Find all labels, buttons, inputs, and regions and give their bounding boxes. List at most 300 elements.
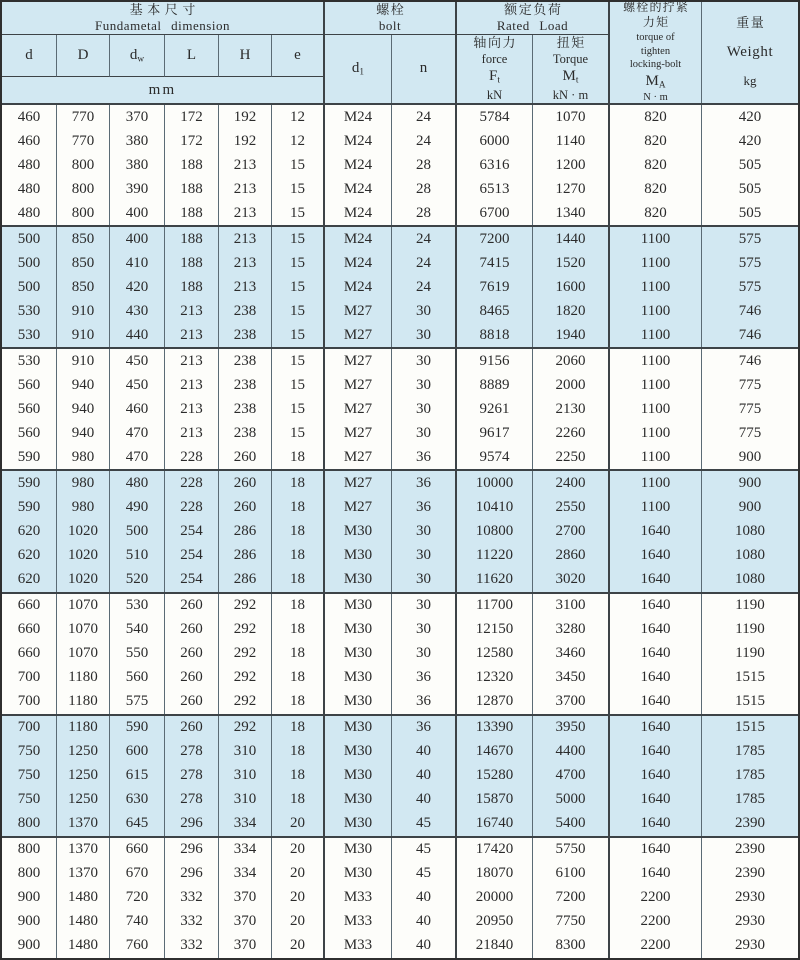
table-cell: 1785 xyxy=(735,767,765,784)
table-cell: 480 xyxy=(110,471,165,495)
table-cell: 420 xyxy=(738,132,762,149)
table-cell: 1640 xyxy=(610,812,702,836)
table-row xyxy=(2,568,798,592)
table-cell: 296 xyxy=(165,862,219,886)
table-cell: 188 xyxy=(165,227,219,251)
table-row xyxy=(2,227,798,251)
table-row xyxy=(2,519,798,543)
table-cell: 660 xyxy=(2,642,57,666)
table-cell: 370 xyxy=(110,105,165,129)
table-cell: 12320 xyxy=(457,666,533,690)
header-bolt-zh: 螺栓 xyxy=(376,1,406,17)
table-cell: M30 xyxy=(325,642,392,666)
table-row xyxy=(2,618,798,642)
table-cell: M24 xyxy=(325,227,392,251)
table-cell: 278 xyxy=(165,788,219,812)
table-cell: 390 xyxy=(110,177,165,201)
col-d1: $d_1$ xyxy=(325,35,392,103)
table-cell: 460 xyxy=(110,397,165,421)
table-row xyxy=(2,129,798,153)
header-locking-torque xyxy=(610,2,702,103)
table-cell: 238 xyxy=(219,397,272,421)
table-cell: 1100 xyxy=(610,495,702,519)
header-rated-load-en: Rated Load xyxy=(496,18,569,33)
header-rated-load xyxy=(457,2,610,35)
table-cell: 3100 xyxy=(533,594,610,618)
table-cell: 590 xyxy=(2,471,57,495)
table-cell: 530 xyxy=(110,594,165,618)
table-cell: 1100 xyxy=(610,299,702,323)
table-cell: 15 xyxy=(272,349,325,373)
table-row xyxy=(2,594,798,618)
table-cell: 2390 xyxy=(735,815,765,832)
table-cell: 450 xyxy=(110,373,165,397)
table-cell: 900 xyxy=(2,934,57,958)
table-cell: 1180 xyxy=(57,716,110,740)
table-cell: M24 xyxy=(325,201,392,225)
table-cell: M27 xyxy=(325,445,392,469)
table-cell: 460 xyxy=(2,105,57,129)
table-cell: 1250 xyxy=(57,764,110,788)
table-cell: 1640 xyxy=(610,838,702,862)
table-header xyxy=(2,2,798,105)
table-cell: 40 xyxy=(392,788,457,812)
table-cell: 188 xyxy=(165,153,219,177)
table-cell: M30 xyxy=(325,544,392,568)
table-cell: 1100 xyxy=(610,373,702,397)
row-group xyxy=(2,714,798,836)
table-cell: 18 xyxy=(272,495,325,519)
table-cell: M30 xyxy=(325,690,392,714)
table-cell: 30 xyxy=(392,323,457,347)
table-cell: 213 xyxy=(165,421,219,445)
table-cell: 334 xyxy=(219,838,272,862)
table-cell: 470 xyxy=(110,421,165,445)
table-cell: M24 xyxy=(325,105,392,129)
table-cell: 10000 xyxy=(457,471,533,495)
table-cell: 5000 xyxy=(533,788,610,812)
table-cell: 820 xyxy=(610,105,702,129)
table-cell: 28 xyxy=(392,177,457,201)
table-cell: 750 xyxy=(2,788,57,812)
table-cell: 36 xyxy=(392,690,457,714)
table-cell: 228 xyxy=(165,445,219,469)
table-cell: 8465 xyxy=(457,299,533,323)
table-cell: 1190 xyxy=(735,645,765,662)
table-cell: 3450 xyxy=(533,666,610,690)
table-cell: 4700 xyxy=(533,764,610,788)
table-cell: 370 xyxy=(219,910,272,934)
table-cell: 16740 xyxy=(457,812,533,836)
table-cell: 775 xyxy=(738,400,762,417)
col-axial-force: 轴向力 force $F_t$ kN xyxy=(457,35,533,103)
table-cell: 530 xyxy=(2,299,57,323)
header-bolt-en: bolt xyxy=(378,18,402,33)
table-cell: 8889 xyxy=(457,373,533,397)
table-cell: 292 xyxy=(219,666,272,690)
table-cell: 490 xyxy=(110,495,165,519)
table-cell: 20 xyxy=(272,812,325,836)
table-cell: 590 xyxy=(2,495,57,519)
table-cell: 770 xyxy=(57,129,110,153)
table-cell: 750 xyxy=(2,740,57,764)
table-cell: M30 xyxy=(325,740,392,764)
table-cell: 7750 xyxy=(533,910,610,934)
table-row xyxy=(2,642,798,666)
table-cell: 2930 xyxy=(735,913,765,930)
table-cell: 12 xyxy=(272,129,325,153)
table-cell: M24 xyxy=(325,129,392,153)
table-cell: 530 xyxy=(2,323,57,347)
table-cell: 1180 xyxy=(57,666,110,690)
table-cell: 213 xyxy=(219,251,272,275)
table-cell: 450 xyxy=(110,349,165,373)
table-cell: 14670 xyxy=(457,740,533,764)
table-cell: 6700 xyxy=(457,201,533,225)
table-cell: 2400 xyxy=(533,471,610,495)
header-locking-symbol: $M_A$ xyxy=(645,72,666,91)
table-cell: 800 xyxy=(57,153,110,177)
table-cell: 520 xyxy=(110,568,165,592)
table-cell: 720 xyxy=(110,886,165,910)
table-cell: 420 xyxy=(110,275,165,299)
table-cell: 9261 xyxy=(457,397,533,421)
table-cell: 20 xyxy=(272,934,325,958)
table-cell: 480 xyxy=(2,201,57,225)
table-cell: 700 xyxy=(2,716,57,740)
table-cell: 40 xyxy=(392,764,457,788)
table-cell: 310 xyxy=(219,764,272,788)
table-cell: M33 xyxy=(325,886,392,910)
table-cell: 480 xyxy=(2,177,57,201)
table-cell: 500 xyxy=(110,519,165,543)
table-cell: 18 xyxy=(272,642,325,666)
header-locking-unit: N · m xyxy=(643,92,668,104)
table-cell: 1480 xyxy=(57,934,110,958)
table-cell: M24 xyxy=(325,177,392,201)
table-cell: 260 xyxy=(165,618,219,642)
table-cell: 238 xyxy=(219,299,272,323)
table-cell: 6513 xyxy=(457,177,533,201)
table-cell: 2130 xyxy=(533,397,610,421)
table-cell: 746 xyxy=(738,352,762,369)
table-cell: 620 xyxy=(2,544,57,568)
header-bolt xyxy=(325,2,457,35)
table-cell: 11620 xyxy=(457,568,533,592)
table-cell: 505 xyxy=(738,156,762,173)
table-cell: 18 xyxy=(272,519,325,543)
table-row xyxy=(2,373,798,397)
table-row xyxy=(2,421,798,445)
table-row xyxy=(2,862,798,886)
table-cell: 760 xyxy=(110,934,165,958)
table-cell: 15 xyxy=(272,421,325,445)
table-cell: 260 xyxy=(219,445,272,469)
table-cell: 286 xyxy=(219,568,272,592)
table-cell: 510 xyxy=(110,544,165,568)
table-cell: 740 xyxy=(110,910,165,934)
table-cell: M27 xyxy=(325,323,392,347)
table-cell: M30 xyxy=(325,618,392,642)
table-cell: 850 xyxy=(57,227,110,251)
table-cell: 370 xyxy=(219,886,272,910)
table-cell: 820 xyxy=(610,129,702,153)
table-cell: 11220 xyxy=(457,544,533,568)
table-cell: 20 xyxy=(272,838,325,862)
header-dimension-zh: 基本尺寸 xyxy=(129,1,200,17)
row-group xyxy=(2,225,798,347)
table-cell: 2930 xyxy=(735,889,765,906)
table-cell: 12150 xyxy=(457,618,533,642)
table-cell: 213 xyxy=(219,201,272,225)
table-cell: 660 xyxy=(2,594,57,618)
table-cell: 1785 xyxy=(735,791,765,808)
table-cell: 30 xyxy=(392,594,457,618)
col-L: L xyxy=(165,35,219,77)
table-cell: 254 xyxy=(165,568,219,592)
table-row xyxy=(2,495,798,519)
table-cell: 480 xyxy=(2,153,57,177)
table-cell: 1640 xyxy=(610,740,702,764)
table-cell: 420 xyxy=(738,108,762,125)
table-cell: 228 xyxy=(165,471,219,495)
table-cell: 13390 xyxy=(457,716,533,740)
table-cell: 18 xyxy=(272,740,325,764)
table-cell: 15280 xyxy=(457,764,533,788)
table-cell: 260 xyxy=(165,716,219,740)
table-cell: M30 xyxy=(325,568,392,592)
table-cell: 18 xyxy=(272,690,325,714)
table-cell: 9156 xyxy=(457,349,533,373)
table-cell: M30 xyxy=(325,666,392,690)
table-cell: 15 xyxy=(272,227,325,251)
table-cell: 188 xyxy=(165,251,219,275)
table-cell: 850 xyxy=(57,251,110,275)
table-cell: 380 xyxy=(110,129,165,153)
table-cell: 1370 xyxy=(57,838,110,862)
table-cell: 500 xyxy=(2,227,57,251)
table-row xyxy=(2,838,798,862)
table-cell: 7200 xyxy=(457,227,533,251)
table-cell: 750 xyxy=(2,764,57,788)
table-row xyxy=(2,690,798,714)
table-cell: 292 xyxy=(219,618,272,642)
table-cell: 24 xyxy=(392,275,457,299)
table-cell: 1515 xyxy=(735,719,765,736)
table-cell: 940 xyxy=(57,421,110,445)
table-cell: 310 xyxy=(219,740,272,764)
table-cell: 1020 xyxy=(57,519,110,543)
table-cell: 260 xyxy=(219,471,272,495)
table-cell: 45 xyxy=(392,862,457,886)
table-cell: 238 xyxy=(219,349,272,373)
table-cell: 2860 xyxy=(533,544,610,568)
table-cell: 292 xyxy=(219,642,272,666)
table-cell: 30 xyxy=(392,299,457,323)
table-cell: 260 xyxy=(165,594,219,618)
table-cell: 1480 xyxy=(57,910,110,934)
table-cell: 746 xyxy=(738,326,762,343)
table-row xyxy=(2,788,798,812)
table-cell: 1190 xyxy=(735,597,765,614)
table-cell: 228 xyxy=(165,495,219,519)
table-cell: 334 xyxy=(219,862,272,886)
table-row xyxy=(2,764,798,788)
table-cell: 36 xyxy=(392,471,457,495)
table-row xyxy=(2,349,798,373)
table-cell: 560 xyxy=(2,397,57,421)
table-cell: 36 xyxy=(392,666,457,690)
table-row xyxy=(2,275,798,299)
table-cell: 254 xyxy=(165,519,219,543)
table-cell: 15 xyxy=(272,177,325,201)
table-cell: 590 xyxy=(110,716,165,740)
table-cell: 40 xyxy=(392,740,457,764)
table-cell: 17420 xyxy=(457,838,533,862)
table-cell: M27 xyxy=(325,397,392,421)
table-cell: 2930 xyxy=(735,937,765,954)
table-cell: 1180 xyxy=(57,690,110,714)
table-cell: 900 xyxy=(2,910,57,934)
table-cell: 2550 xyxy=(533,495,610,519)
table-cell: 20000 xyxy=(457,886,533,910)
table-cell: 600 xyxy=(110,740,165,764)
unit-mm: mm xyxy=(2,77,325,103)
table-cell: 575 xyxy=(738,278,762,295)
table-cell: 1640 xyxy=(610,764,702,788)
table-cell: 18070 xyxy=(457,862,533,886)
table-cell: 575 xyxy=(738,230,762,247)
table-cell: 286 xyxy=(219,519,272,543)
table-cell: 980 xyxy=(57,445,110,469)
col-D: D xyxy=(57,35,110,77)
table-cell: 500 xyxy=(2,251,57,275)
table-cell: 550 xyxy=(110,642,165,666)
table-cell: 238 xyxy=(219,323,272,347)
table-cell: 213 xyxy=(219,177,272,201)
table-cell: 560 xyxy=(2,421,57,445)
row-group xyxy=(2,105,798,225)
table-cell: 2000 xyxy=(533,373,610,397)
table-row xyxy=(2,105,798,129)
table-cell: 2250 xyxy=(533,445,610,469)
table-cell: 260 xyxy=(165,642,219,666)
table-cell: 3700 xyxy=(533,690,610,714)
table-cell: 1250 xyxy=(57,788,110,812)
table-cell: 500 xyxy=(2,275,57,299)
table-cell: 12870 xyxy=(457,690,533,714)
table-cell: 10800 xyxy=(457,519,533,543)
table-cell: 188 xyxy=(165,177,219,201)
table-cell: 1520 xyxy=(533,251,610,275)
table-cell: 1080 xyxy=(735,547,765,564)
table-cell: 278 xyxy=(165,764,219,788)
table-cell: M24 xyxy=(325,251,392,275)
table-cell: 18 xyxy=(272,716,325,740)
table-cell: 12580 xyxy=(457,642,533,666)
table-cell: 30 xyxy=(392,373,457,397)
table-cell: 15 xyxy=(272,397,325,421)
table-cell: M33 xyxy=(325,934,392,958)
table-cell: 575 xyxy=(738,254,762,271)
table-cell: 645 xyxy=(110,812,165,836)
table-cell: M30 xyxy=(325,764,392,788)
table-cell: 213 xyxy=(219,153,272,177)
table-cell: M27 xyxy=(325,471,392,495)
table-cell: 18 xyxy=(272,764,325,788)
table-cell: 6000 xyxy=(457,129,533,153)
table-cell: 18 xyxy=(272,666,325,690)
table-cell: 560 xyxy=(110,666,165,690)
table-cell: 15 xyxy=(272,251,325,275)
table-cell: 36 xyxy=(392,495,457,519)
table-cell: 15 xyxy=(272,373,325,397)
table-cell: 7619 xyxy=(457,275,533,299)
table-cell: 2200 xyxy=(610,934,702,958)
table-row xyxy=(2,886,798,910)
table-cell: 1070 xyxy=(57,642,110,666)
table-cell: 1020 xyxy=(57,568,110,592)
table-cell: 1640 xyxy=(610,666,702,690)
table-cell: 296 xyxy=(165,812,219,836)
table-cell: M27 xyxy=(325,349,392,373)
table-cell: 800 xyxy=(2,862,57,886)
table-cell: 5400 xyxy=(533,812,610,836)
table-cell: 2260 xyxy=(533,421,610,445)
table-cell: 575 xyxy=(110,690,165,714)
table-cell: 1190 xyxy=(735,621,765,638)
table-cell: 980 xyxy=(57,495,110,519)
table-cell: 213 xyxy=(165,397,219,421)
table-cell: 8818 xyxy=(457,323,533,347)
table-cell: 1100 xyxy=(610,445,702,469)
table-cell: 940 xyxy=(57,373,110,397)
table-cell: 172 xyxy=(165,105,219,129)
table-cell: 15 xyxy=(272,299,325,323)
table-cell: 800 xyxy=(57,201,110,225)
table-cell: 260 xyxy=(219,495,272,519)
table-cell: 188 xyxy=(165,201,219,225)
table-cell: 900 xyxy=(738,474,762,491)
table-row xyxy=(2,177,798,201)
header-locking-en3: locking-bolt xyxy=(629,59,682,71)
table-cell: 292 xyxy=(219,716,272,740)
table-row xyxy=(2,323,798,347)
table-cell: 660 xyxy=(2,618,57,642)
table-cell: 213 xyxy=(165,373,219,397)
table-cell: 1640 xyxy=(610,642,702,666)
table-cell: M27 xyxy=(325,495,392,519)
header-weight-zh: 重量 xyxy=(736,15,766,30)
table-cell: 900 xyxy=(738,498,762,515)
table-cell: 1480 xyxy=(57,886,110,910)
table-cell: 820 xyxy=(610,201,702,225)
table-cell: 310 xyxy=(219,788,272,812)
table-cell: 700 xyxy=(2,666,57,690)
table-cell: 505 xyxy=(738,204,762,221)
table-cell: 800 xyxy=(2,838,57,862)
table-cell: 12 xyxy=(272,105,325,129)
table-cell: 1640 xyxy=(610,568,702,592)
table-cell: 18 xyxy=(272,445,325,469)
table-cell: 213 xyxy=(165,299,219,323)
table-cell: 7200 xyxy=(533,886,610,910)
table-cell: 286 xyxy=(219,544,272,568)
table-cell: 1100 xyxy=(610,323,702,347)
table-cell: 1250 xyxy=(57,740,110,764)
table-cell: 30 xyxy=(392,618,457,642)
table-row xyxy=(2,666,798,690)
